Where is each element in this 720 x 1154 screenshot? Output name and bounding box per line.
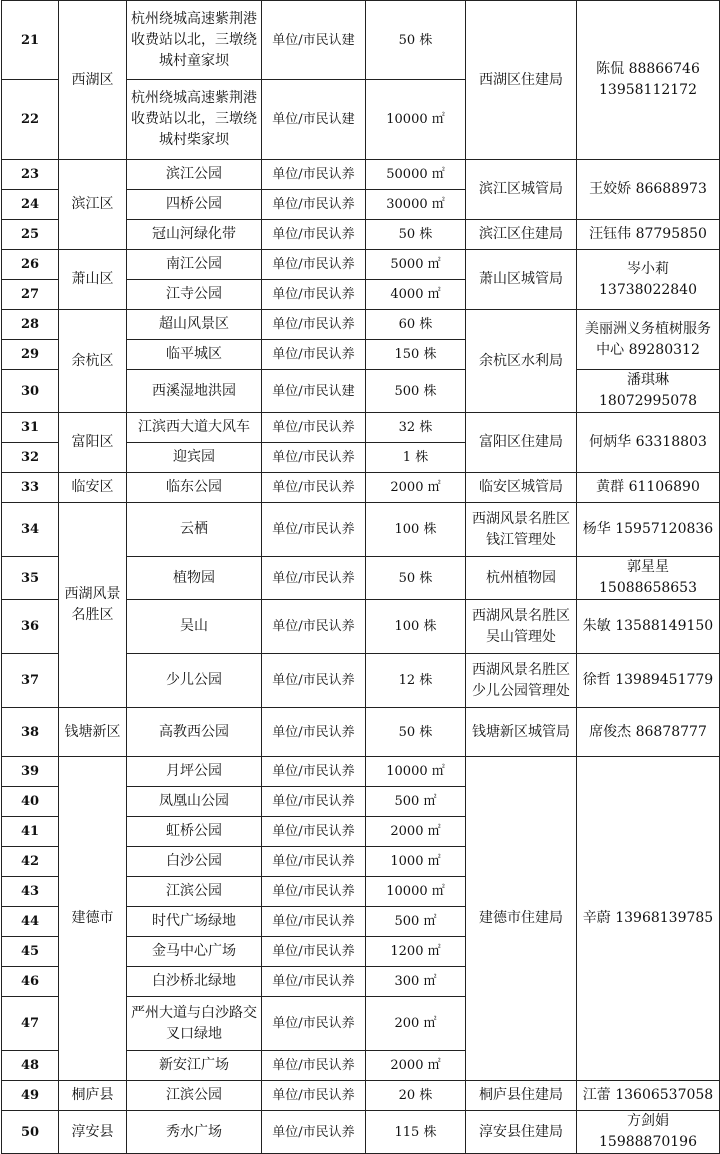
site-cell: 江寺公园	[127, 280, 262, 310]
site-cell: 临东公园	[127, 473, 262, 503]
row-number: 43	[2, 877, 59, 907]
row-number: 49	[2, 1081, 59, 1111]
district-cell: 西湖风景名胜区	[59, 503, 127, 708]
contact-cell: 美丽洲义务植树服务中心 89280312	[577, 310, 720, 370]
amount-cell: 200 ㎡	[366, 997, 466, 1051]
row-number: 35	[2, 557, 59, 600]
mode-cell: 单位/市民认养	[262, 280, 366, 310]
amount-cell: 50 株	[366, 220, 466, 250]
row-number: 31	[2, 413, 59, 443]
table-row	[2, 250, 720, 280]
site-cell: 时代广场绿地	[127, 907, 262, 937]
row-number: 29	[2, 340, 59, 370]
amount-cell: 50 株	[366, 557, 466, 600]
row-number: 21	[2, 1, 59, 80]
amount-cell: 2000 ㎡	[366, 1051, 466, 1081]
site-cell: 白沙公园	[127, 847, 262, 877]
row-number: 44	[2, 907, 59, 937]
amount-cell: 4000 ㎡	[366, 280, 466, 310]
table-row	[2, 757, 720, 787]
table-row	[2, 708, 720, 757]
mode-cell: 单位/市民认养	[262, 1081, 366, 1111]
contact-cell: 何炳华 63318803	[577, 413, 720, 473]
unit-cell: 富阳区住建局	[466, 413, 577, 473]
unit-cell: 西湖风景名胜区钱江管理处	[466, 503, 577, 557]
table-row	[2, 503, 720, 557]
amount-cell: 30000 ㎡	[366, 190, 466, 220]
mode-cell: 单位/市民认养	[262, 250, 366, 280]
district-cell: 桐庐县	[59, 1081, 127, 1111]
site-cell: 秀水广场	[127, 1111, 262, 1154]
unit-cell: 西湖风景名胜区吴山管理处	[466, 600, 577, 654]
amount-cell: 12 株	[366, 654, 466, 708]
row-number: 47	[2, 997, 59, 1051]
mode-cell: 单位/市民认养	[262, 413, 366, 443]
district-cell: 萧山区	[59, 250, 127, 310]
amount-cell: 20 株	[366, 1081, 466, 1111]
table-row	[2, 1, 720, 80]
row-number: 28	[2, 310, 59, 340]
row-number: 32	[2, 443, 59, 473]
unit-cell: 西湖风景名胜区少儿公园管理处	[466, 654, 577, 708]
row-number: 40	[2, 787, 59, 817]
mode-cell: 单位/市民认养	[262, 708, 366, 757]
mode-cell: 单位/市民认养	[262, 817, 366, 847]
unit-cell: 滨江区城管局	[466, 160, 577, 220]
mode-cell: 单位/市民认养	[262, 473, 366, 503]
mode-cell: 单位/市民认养	[262, 220, 366, 250]
amount-cell: 2000 ㎡	[366, 473, 466, 503]
unit-cell: 西湖区住建局	[466, 1, 577, 160]
amount-cell: 10000 ㎡	[366, 80, 466, 160]
row-number: 50	[2, 1111, 59, 1154]
site-cell: 吴山	[127, 600, 262, 654]
site-cell: 南江公园	[127, 250, 262, 280]
amount-cell: 500 ㎡	[366, 907, 466, 937]
row-number: 25	[2, 220, 59, 250]
mode-cell: 单位/市民认养	[262, 997, 366, 1051]
amount-cell: 500 ㎡	[366, 787, 466, 817]
site-cell: 凤凰山公园	[127, 787, 262, 817]
mode-cell: 单位/市民认建	[262, 1, 366, 80]
site-cell: 白沙桥北绿地	[127, 967, 262, 997]
amount-cell: 115 株	[366, 1111, 466, 1154]
mode-cell: 单位/市民认养	[262, 847, 366, 877]
unit-cell: 滨江区住建局	[466, 220, 577, 250]
district-cell: 淳安县	[59, 1111, 127, 1154]
row-number: 45	[2, 937, 59, 967]
amount-cell: 100 株	[366, 503, 466, 557]
table-row	[2, 310, 720, 340]
contact-cell: 杨华 15957120836	[577, 503, 720, 557]
amount-cell: 100 株	[366, 600, 466, 654]
row-number: 48	[2, 1051, 59, 1081]
row-number: 39	[2, 757, 59, 787]
site-cell: 杭州绕城高速紫荆港收费站以北，三墩绕城村童家坝	[127, 1, 262, 80]
amount-cell: 1 株	[366, 443, 466, 473]
mode-cell: 单位/市民认建	[262, 80, 366, 160]
table-row	[2, 1081, 720, 1111]
site-cell: 金马中心广场	[127, 937, 262, 967]
mode-cell: 单位/市民认养	[262, 937, 366, 967]
unit-cell: 淳安县住建局	[466, 1111, 577, 1154]
site-cell: 临平城区	[127, 340, 262, 370]
contact-cell: 方剑娟 15988870196	[577, 1111, 720, 1154]
row-number: 37	[2, 654, 59, 708]
site-cell: 虹桥公园	[127, 817, 262, 847]
amount-cell: 2000 ㎡	[366, 817, 466, 847]
unit-cell: 桐庐县住建局	[466, 1081, 577, 1111]
site-cell: 江滨西大道大风车	[127, 413, 262, 443]
contact-cell: 徐哲 13989451779	[577, 654, 720, 708]
amount-cell: 10000 ㎡	[366, 757, 466, 787]
contact-cell: 江蕾 13606537058	[577, 1081, 720, 1111]
district-cell: 余杭区	[59, 310, 127, 413]
row-number: 36	[2, 600, 59, 654]
row-number: 23	[2, 160, 59, 190]
district-cell: 滨江区	[59, 160, 127, 250]
row-number: 41	[2, 817, 59, 847]
site-cell: 冠山河绿化带	[127, 220, 262, 250]
contact-cell: 辛蔚 13968139785	[577, 757, 720, 1081]
site-cell: 滨江公园	[127, 160, 262, 190]
row-number: 30	[2, 370, 59, 413]
contact-cell: 黄群 61106890	[577, 473, 720, 503]
mode-cell: 单位/市民认养	[262, 654, 366, 708]
row-number: 46	[2, 967, 59, 997]
table-row	[2, 160, 720, 190]
site-cell: 新安江广场	[127, 1051, 262, 1081]
mode-cell: 单位/市民认养	[262, 340, 366, 370]
amount-cell: 500 株	[366, 370, 466, 413]
row-number: 26	[2, 250, 59, 280]
contact-cell: 汪钰伟 87795850	[577, 220, 720, 250]
district-cell: 临安区	[59, 473, 127, 503]
mode-cell: 单位/市民认养	[262, 907, 366, 937]
district-cell: 西湖区	[59, 1, 127, 160]
contact-cell: 朱敏 13588149150	[577, 600, 720, 654]
table-row	[2, 473, 720, 503]
mode-cell: 单位/市民认养	[262, 1111, 366, 1154]
contact-cell: 郭星星 15088658653	[577, 557, 720, 600]
site-cell: 少儿公园	[127, 654, 262, 708]
site-cell: 超山风景区	[127, 310, 262, 340]
amount-cell: 50 株	[366, 708, 466, 757]
row-number: 27	[2, 280, 59, 310]
mode-cell: 单位/市民认建	[262, 370, 366, 413]
amount-cell: 1000 ㎡	[366, 847, 466, 877]
mode-cell: 单位/市民认养	[262, 443, 366, 473]
mode-cell: 单位/市民认养	[262, 600, 366, 654]
row-number: 24	[2, 190, 59, 220]
mode-cell: 单位/市民认养	[262, 877, 366, 907]
amount-cell: 32 株	[366, 413, 466, 443]
unit-cell: 杭州植物园	[466, 557, 577, 600]
amount-cell: 10000 ㎡	[366, 877, 466, 907]
unit-cell: 临安区城管局	[466, 473, 577, 503]
amount-cell: 150 株	[366, 340, 466, 370]
mode-cell: 单位/市民认养	[262, 967, 366, 997]
site-cell: 西溪湿地洪园	[127, 370, 262, 413]
mode-cell: 单位/市民认养	[262, 160, 366, 190]
site-cell: 月坪公园	[127, 757, 262, 787]
site-cell: 四桥公园	[127, 190, 262, 220]
row-number: 22	[2, 80, 59, 160]
district-cell: 富阳区	[59, 413, 127, 473]
district-cell: 钱塘新区	[59, 708, 127, 757]
unit-cell: 建德市住建局	[466, 757, 577, 1081]
amount-cell: 60 株	[366, 310, 466, 340]
contact-cell: 岑小莉 13738022840	[577, 250, 720, 310]
site-cell: 杭州绕城高速紫荆港收费站以北，三墩绕城村柴家坝	[127, 80, 262, 160]
site-cell: 植物园	[127, 557, 262, 600]
mode-cell: 单位/市民认养	[262, 757, 366, 787]
table-row	[2, 413, 720, 443]
contact-cell: 潘琪琳 18072995078	[577, 370, 720, 413]
site-cell: 迎宾园	[127, 443, 262, 473]
amount-cell: 1200 ㎡	[366, 937, 466, 967]
contact-cell: 席俊杰 86878777	[577, 708, 720, 757]
unit-cell: 余杭区水利局	[466, 310, 577, 413]
tree-adoption-table	[1, 0, 720, 1154]
site-cell: 江滨公园	[127, 1081, 262, 1111]
row-number: 42	[2, 847, 59, 877]
unit-cell: 钱塘新区城管局	[466, 708, 577, 757]
mode-cell: 单位/市民认养	[262, 503, 366, 557]
site-cell: 江滨公园	[127, 877, 262, 907]
row-number: 38	[2, 708, 59, 757]
amount-cell: 50 株	[366, 1, 466, 80]
mode-cell: 单位/市民认养	[262, 310, 366, 340]
mode-cell: 单位/市民认养	[262, 1051, 366, 1081]
row-number: 34	[2, 503, 59, 557]
amount-cell: 5000 ㎡	[366, 250, 466, 280]
site-cell: 高教西公园	[127, 708, 262, 757]
amount-cell: 300 ㎡	[366, 967, 466, 997]
mode-cell: 单位/市民认养	[262, 557, 366, 600]
contact-cell: 陈侃 88866746 13958112172	[577, 1, 720, 160]
site-cell: 云栖	[127, 503, 262, 557]
mode-cell: 单位/市民认养	[262, 190, 366, 220]
district-cell: 建德市	[59, 757, 127, 1081]
unit-cell: 萧山区城管局	[466, 250, 577, 310]
site-cell: 严州大道与白沙路交叉口绿地	[127, 997, 262, 1051]
row-number: 33	[2, 473, 59, 503]
mode-cell: 单位/市民认养	[262, 787, 366, 817]
table-row	[2, 1111, 720, 1154]
amount-cell: 50000 ㎡	[366, 160, 466, 190]
contact-cell: 王姣娇 86688973	[577, 160, 720, 220]
